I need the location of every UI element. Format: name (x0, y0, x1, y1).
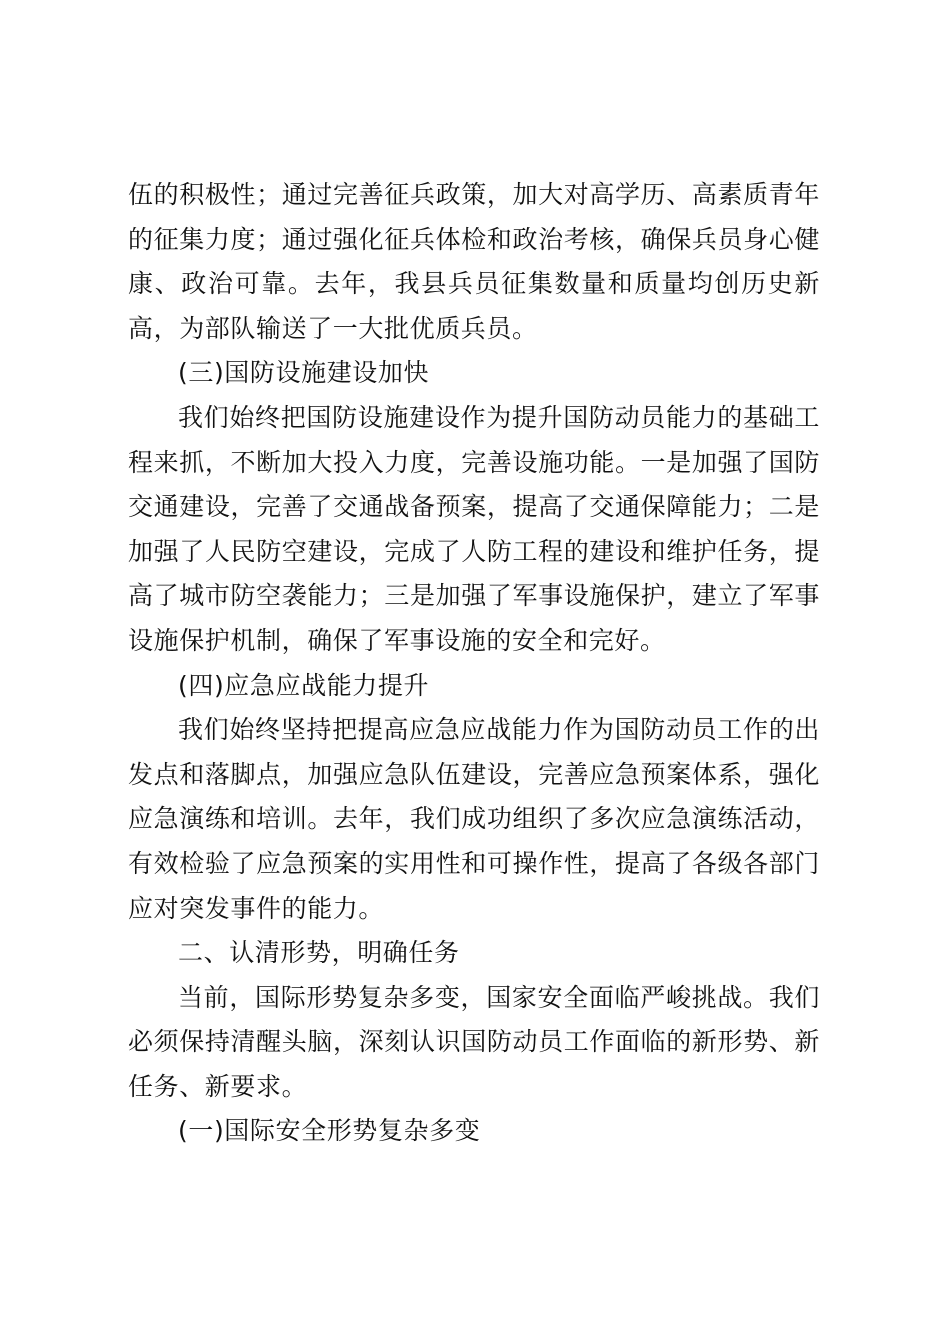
subheading-defense-facilities: (三)国防设施建设加快 (178, 358, 430, 388)
section-heading-situation: 二、认清形势，明确任务 (178, 938, 460, 968)
subheading-international-security: (一)国际安全形势复杂多变 (178, 1116, 481, 1146)
subheading-emergency-capability: (四)应急应战能力提升 (178, 670, 430, 700)
paragraph-defense-facilities: 我们始终把国防设施建设作为提升国防动员能力的基础工程来抓，不断加大投入力度，完善设施功能。一是加强了国防交通建设，完善了交通战备预案，提高了交通保障能力；二是加强了人民防空建设，完成了人防工程的建设和维护任务，提高了城市防空袭能力；三是加强了军事设施保护，建立了军事设施保护机制，确保了军事设施的安全和完好。 (128, 402, 820, 655)
paragraph-emergency-capability: 我们始终坚持把提高应急应战能力作为国防动员工作的出发点和落脚点，加强应急队伍建设，完善应急预案体系，强化应急演练和培训。去年，我们成功组织了多次应急演练活动，有效检验了应急预案的实用性和可操作性，提高了各级各部门应对突发事件的能力。 (128, 715, 820, 923)
paragraph-situation: 当前，国际形势复杂多变，国家安全面临严峻挑战。我们必须保持清醒头脑，深刻认识国防动员工作面临的新形势、新任务、新要求。 (128, 982, 820, 1101)
paragraph-continued: 伍的积极性；通过完善征兵政策，加大对高学历、高素质青年的征集力度；通过强化征兵体检和政治考核，确保兵员身心健康、政治可靠。去年，我县兵员征集数量和质量均创历史新高，为部队输送了一大批优质兵员。 (128, 180, 820, 343)
document-body (128, 173, 820, 1154)
